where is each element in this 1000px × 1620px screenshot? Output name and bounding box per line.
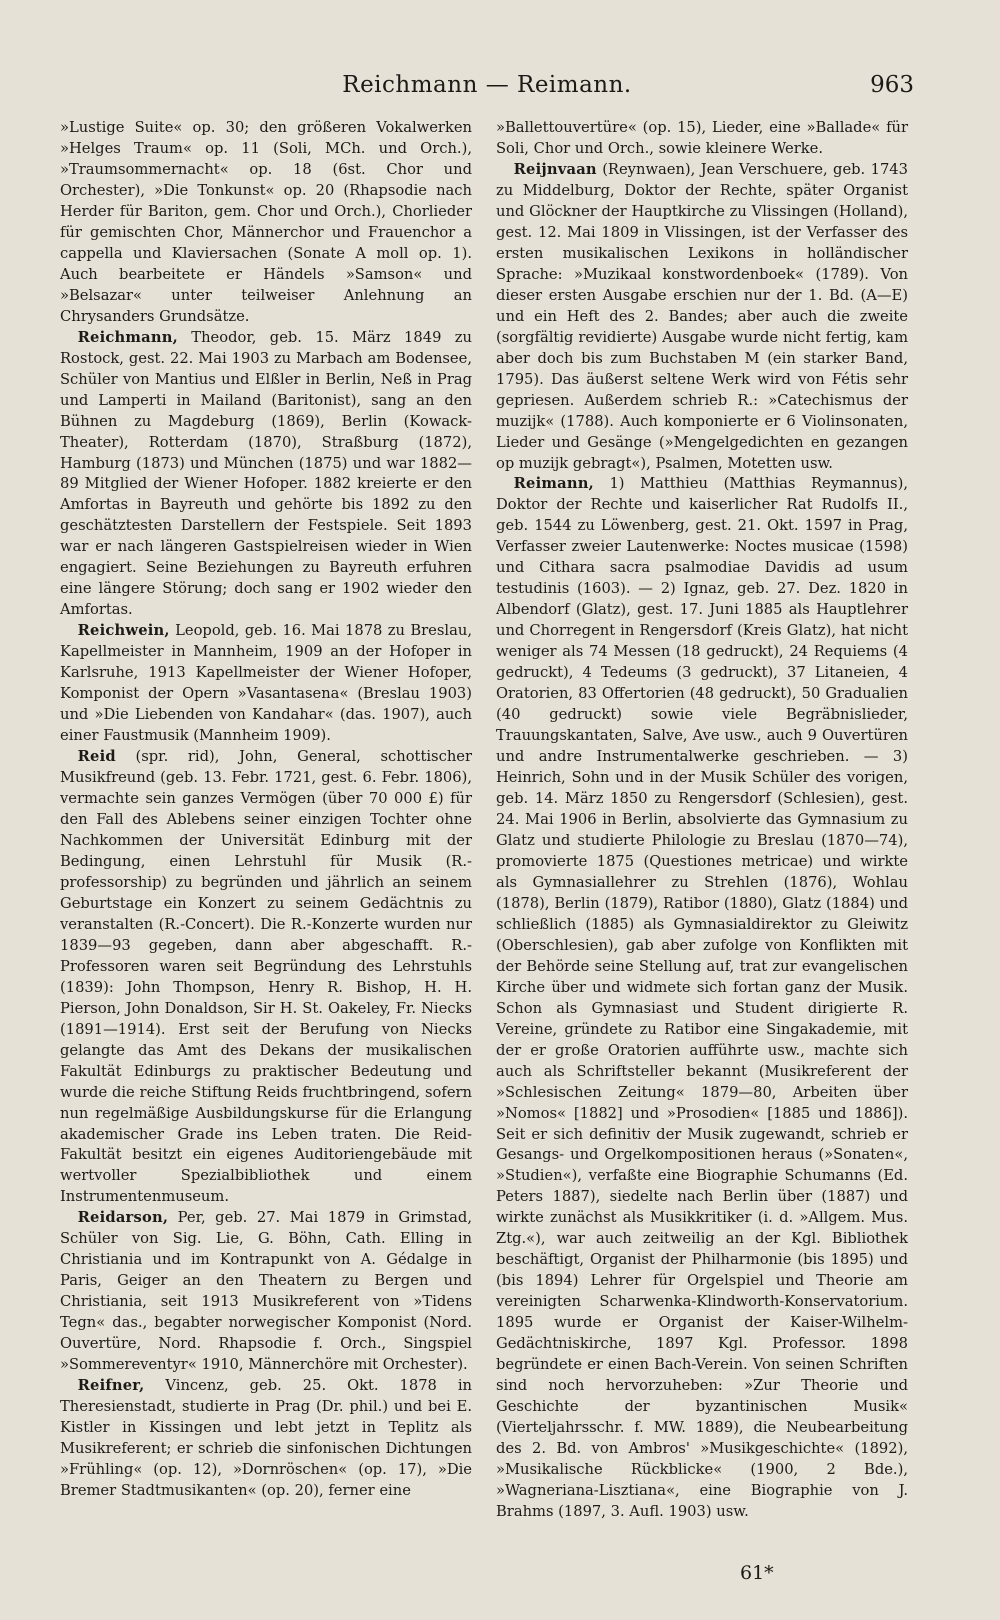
entry-reimann — [496, 474, 908, 1522]
continued-entry-text: »Ballettouvertüre« (op. 15), Lieder, eine »Ballade« für Soli, Chor und Orch., sowie kleinere Werke. — [496, 119, 908, 157]
entry-reidarson — [60, 1208, 472, 1376]
headword: Reid — [77, 748, 116, 766]
headword: Reifner, — [77, 1377, 145, 1395]
headword: Reichmann, — [77, 328, 178, 346]
entry-reichwein — [60, 621, 472, 747]
entry-text: (Reynwaen), Jean Verschuere, geb. 1743 zu Middelburg, Doktor der Rechte, später Organist und Glöckner der Hauptkirche zu Vlissingen (Holland), gest. 12. Mai 1809 in Vlissingen, ist der Verfasser des ersten musikalischen Lexikons in holländischer Sprache: »Muzikaal konstwordenboek« (1789). Von dieser ersten Ausgabe erschien nur der 1. Bd. (A—E) und ein Heft des 2. Bandes; aber auch die zweite (sorgfältig revidierte) Ausgabe wurde nicht fertig, kam aber doch bis zum Buchstaben M (ein starker Band, 1795). Das äußerst seltene Werk wird von Fétis sehr gepriesen. Außerdem schrieb R.: »Catechismus der muzijk« (1788). Auch komponierte er 6 Violinsonaten, Lieder und Gesänge (»Mengelgedichten en gezangen op muzijk gebragt«), Psalmen, Motetten usw. — [496, 160, 908, 472]
entry-text: Theodor, geb. 15. März 1849 zu Rostock, gest. 22. Mai 1903 zu Marbach am Bodensee, Schüler von Mantius und Elßler in Berlin, Neß in Prag und Lamperti in Mailand (Baritonist), sang an den Bühnen zu Magdeburg (1869), Berlin (Kowack-Theater), Rotterdam (1870), Straßburg (1872), Hamburg (1873) und München (1875) und war 1882—89 Mitglied der Wiener Hofoper. 1882 kreierte er den Amfortas in Bayreuth und gehörte bis 1892 zu den geschätztesten Darstellern der Festspiele. Seit 1893 war er nach längeren Gastspielreisen wieder in Wien engagiert. Seine Beziehungen zu Bayreuth erfuhren eine längere Störung; doch sang er 1902 wieder den Amfortas. — [60, 328, 472, 619]
entry-reichmann — [60, 328, 472, 622]
headword: Reimann, — [513, 475, 594, 493]
entry-reifner — [60, 1376, 472, 1502]
headword: Reichwein, — [77, 622, 170, 640]
entry-reijnvaan — [496, 160, 908, 475]
right-column — [496, 118, 908, 1523]
page-number: 963 — [870, 72, 914, 98]
continued-entry — [496, 118, 908, 160]
continued-entry-text: »Lustige Suite« op. 30; den größeren Vokalwerken »Helges Traum« op. 11 (Soli, MCh. und Orch.), »Traumsommernacht« op. 18 (6st. Chor und Orchester), »Die Tonkunst« op. 20 (Rhapsodie nach Herder für Bariton, gem. Chor und Orch.), Chorlieder für gemischten Chor, Männerchor und Frauenchor a cappella und Klaviersachen (Sonate A moll op. 1). Auch bearbeitete er Händels »Samson« und »Belsazar« unter teilweiser Anlehnung an Chrysanders Grundsätze. — [60, 119, 472, 325]
entry-text: 1) Matthieu (Matthias Reymannus), Doktor der Rechte und kaiserlicher Rat Rudolfs II., geb. 1544 zu Löwenberg, gest. 21. Okt. 1597 in Prag, Verfasser zweier Lautenwerke: Noctes musicae (1598) und Cithara sacra psalmodiae Davidis ad usum testudinis (1603). — 2) Ignaz, geb. 27. Dez. 1820 in Albendorf (Glatz), gest. 17. Juni 1885 als Hauptlehrer und Chorregent in Rengersdorf (Kreis Glatz), hat nicht weniger als 74 Messen (18 gedruckt), 24 Requiems (4 gedruckt), 4 Tedeums (3 gedruckt), 37 Litaneien, 4 Oratorien, 83 Offertorien (48 gedruckt), 50 Gradualien (40 gedruckt) sowie viele Begräbnislieder, Trauungskantaten, Salve, Ave usw., auch 9 Ouvertüren und andre Instrumentalwerke geschrieben. — 3) Heinrich, Sohn und in der Musik Schüler des vorigen, geb. 14. März 1850 zu Rengersdorf (Schlesien), gest. 24. Mai 1906 in Berlin, absolvierte das Gymnasium zu Glatz und studierte Philologie zu Breslau (1870—74), promovierte 1875 (Questiones metricae) und wirkte als Gymnasiallehrer zu Strehlen (1876), Wohlau (1878), Berlin (1879), Ratibor (1880), Glatz (1884) und schließlich (1885) als Gymnasialdirektor zu Gleiwitz (Oberschlesien), gab aber zufolge von Konflikten mit der Behörde seine Stellung auf, trat zur evangelischen Kirche über und widmete sich fortan ganz der Musik. Schon als Gymnasiast und Student dirigierte R. Vereine, gründete zu Ratibor eine Singakademie, mit der er große Oratorien aufführte usw., machte sich auch als Schriftsteller bekannt (Musikreferent der »Schlesischen Zeitung« 1879—80, Arbeiten über »Nomos« [1882] und »Prosodien« [1885 und 1886]). Seit er sich definitiv der Musik zugewandt, schrieb er Gesangs- und Orgelkompositionen heraus (»Sonaten«, »Studien«), verfaßte eine Biographie Schumanns (Ed. Peters 1887), siedelte nach Berlin über (1887) und wirkte zunächst als Musikkritiker (i. d. »Allgem. Mus. Ztg.«), war auch zeitweilig an der Kgl. Bibliothek beschäftigt, Organist der Philharmonie (bis 1895) und (bis 1894) Lehrer für Orgelspiel und Theorie am vereinigten Scharwenka-Klindworth-Konservatorium. 1895 wurde er Organist der Kaiser-Wilhelm-Gedächtniskirche, 1897 Kgl. Professor. 1898 begründete er einen Bach-Verein. Von seinen Schriften sind noch hervorzuheben: »Zur Theorie und Geschichte der byzantinischen Musik« (Vierteljahrsschr. f. MW. 1889), die Neubearbeitung des 2. Bd. von Ambros' »Musikgeschichte« (1892), »Musikalische Rückblicke« (1900, 2 Bde.), »Wagneriana-Lisztiana«, eine Biographie von J. Brahms (1897, 3. Aufl. 1903) usw. — [496, 475, 908, 1520]
continued-entry — [60, 118, 472, 328]
entry-text: Per, geb. 27. Mai 1879 in Grimstad, Schüler von Sig. Lie, G. Böhn, Cath. Elling in Christiania und im Kontrapunkt von A. Gédalge in Paris, Geiger an den Theatern zu Bergen und Christiania, seit 1913 Musikreferent von »Tidens Tegn« das., begabter norwegischer Komponist (Nord. Ouvertüre, Nord. Rhapsodie f. Orch., Singspiel »Sommereventyr« 1910, Männerchöre mit Orchester). — [60, 1209, 472, 1374]
entry-text: Leopold, geb. 16. Mai 1878 zu Breslau, Kapellmeister in Mannheim, 1909 an der Hofoper in Karlsruhe, 1913 Kapellmeister der Wiener Hofoper, Komponist der Opern »Vasantasena« (Breslau 1903) und »Die Liebenden von Kandahar« (das. 1907), auch einer Faustmusik (Mannheim 1909). — [60, 622, 472, 745]
entry-text: (spr. rid), John, General, schottischer Musikfreund (geb. 13. Febr. 1721, gest. 6. Febr. 1806), vermachte sein ganzes Vermögen (über 70 000 £) für den Fall des Ablebens seiner einzigen Tochter ohne Nachkommen der Universität Edinburg mit der Bedingung, einen Lehrstuhl für Musik (R.-professorship) zu begründen und jährlich an seinem Geburtstage ein Konzert zu seinem Gedächtnis zu veranstalten (R.-Concert). Die R.-Konzerte wurden nur 1839—93 gegeben, dann aber abgeschafft. R.-Professoren waren seit Begründung des Lehrstuhls (1839): John Thompson, Henry R. Bishop, H. H. Pierson, John Donaldson, Sir H. St. Oakeley, Fr. Niecks (1891—1914). Erst seit der Berufung von Niecks gelangte das Amt des Dekans der musikalischen Fakultät Edinburgs zu praktischer Bedeutung und wurde die reiche Stiftung Reids fruchtbringend, sofern nun regelmäßige Ausbildungskurse für die Erlangung akademischer Grade ins Leben traten. Die Reid-Fakultät besitzt ein eigenes Auditoriengebäude mit wertvoller Spezialbibliothek und einem Instrumentenmuseum. — [60, 748, 472, 1206]
left-column — [60, 118, 472, 1502]
entry-text: Vincenz, geb. 25. Okt. 1878 in Theresienstadt, studierte in Prag (Dr. phil.) und bei E. Kistler in Kissingen und lebt jetzt in Teplitz als Musikreferent; er schrieb die sinfonischen Dichtungen »Frühling« (op. 12), »Dornröschen« (op. 17), »Die Bremer Stadtmusikanten« (op. 20), ferner eine — [60, 1377, 472, 1499]
entry-reid — [60, 747, 472, 1208]
signature-mark: 61* — [740, 1562, 774, 1584]
headword: Reijnvaan — [513, 160, 597, 178]
headword: Reidarson, — [77, 1209, 169, 1227]
running-title: Reichmann — Reimann. — [342, 72, 632, 98]
